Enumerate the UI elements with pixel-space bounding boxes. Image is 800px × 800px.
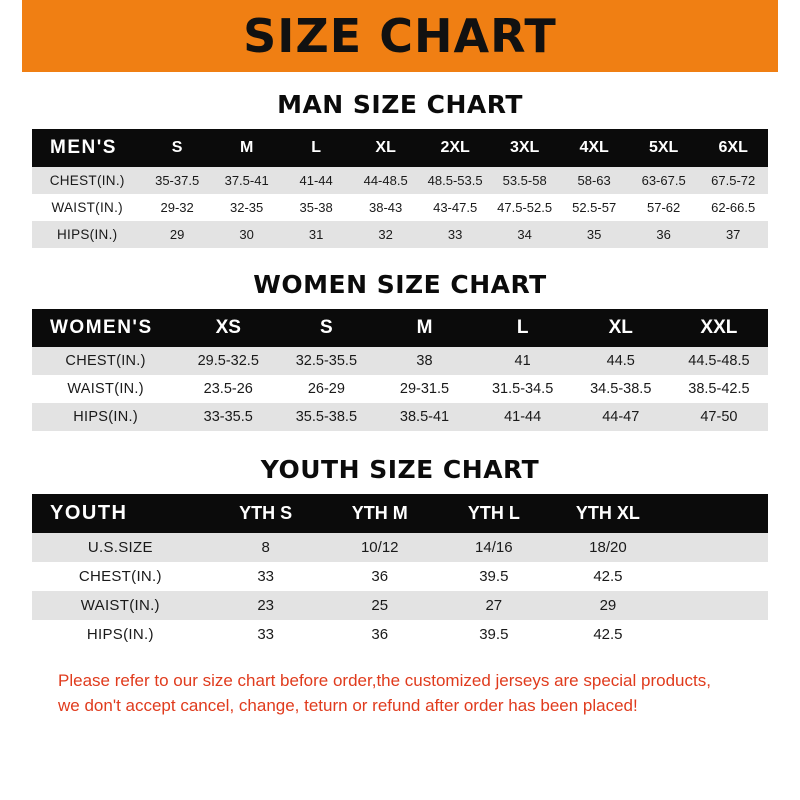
header-band bbox=[0, 0, 800, 72]
youth-header-blank bbox=[665, 494, 768, 533]
youth-chest-s: 33 bbox=[257, 568, 274, 585]
table-row bbox=[32, 221, 768, 248]
man-waist-s: 29-32 bbox=[160, 200, 194, 215]
women-hips-xs: 33-35.5 bbox=[203, 409, 253, 425]
table-row bbox=[32, 403, 768, 431]
youth-header-m: YTH M bbox=[351, 503, 408, 523]
man-chest-6xl: 67.5-72 bbox=[711, 173, 756, 188]
header-left-spacer bbox=[0, 0, 22, 72]
man-hips-3xl: 34 bbox=[517, 227, 532, 242]
table-row bbox=[32, 620, 768, 649]
man-header-3xl: 3XL bbox=[509, 139, 540, 156]
women-section-title: WOMEN SIZE CHART bbox=[253, 270, 547, 299]
man-waist-3xl: 47.5-52.5 bbox=[497, 200, 553, 215]
youth-ussize-s: 8 bbox=[261, 539, 270, 556]
man-row-label-hips: HIPS(IN.) bbox=[56, 227, 118, 242]
youth-waist-xl: 29 bbox=[599, 597, 617, 614]
man-hips-m: 30 bbox=[239, 227, 254, 242]
youth-hips-m: 36 bbox=[371, 626, 389, 643]
man-header-5xl: 5XL bbox=[648, 139, 679, 156]
women-hips-xxl: 47-50 bbox=[700, 409, 738, 425]
man-hips-s: 29 bbox=[169, 227, 185, 242]
women-header-l: L bbox=[516, 317, 529, 338]
man-hips-4xl: 35 bbox=[586, 227, 602, 242]
notice-line-1: Please refer to our size chart before order,the customized jerseys are special products, bbox=[58, 671, 711, 690]
man-waist-6xl: 62-66.5 bbox=[711, 200, 756, 215]
man-chest-5xl: 63-67.5 bbox=[641, 173, 686, 188]
youth-waist-s: 23 bbox=[257, 597, 274, 614]
man-chest-s: 35-37.5 bbox=[155, 173, 200, 188]
youth-header-s: YTH S bbox=[239, 503, 293, 523]
women-hips-s: 35.5-38.5 bbox=[295, 409, 358, 425]
youth-chest-m: 36 bbox=[371, 568, 389, 585]
man-chest-4xl: 58-63 bbox=[577, 173, 611, 188]
man-header-6xl: 6XL bbox=[718, 139, 748, 156]
man-waist-4xl: 52.5-57 bbox=[572, 200, 617, 215]
women-table-header bbox=[32, 309, 768, 347]
women-header-xl: XL bbox=[608, 317, 633, 338]
youth-table-body bbox=[32, 533, 768, 649]
women-header-xs: XS bbox=[215, 317, 241, 338]
man-header-s: S bbox=[171, 139, 183, 156]
header-right-spacer bbox=[778, 0, 800, 72]
youth-chest-blank bbox=[665, 562, 768, 591]
women-chest-xs: 29.5-32.5 bbox=[197, 353, 259, 369]
table-header-row bbox=[32, 309, 768, 347]
man-waist-2xl: 43-47.5 bbox=[433, 200, 478, 215]
order-notice bbox=[32, 669, 768, 718]
youth-ussize-blank bbox=[665, 533, 768, 562]
youth-hips-blank bbox=[665, 620, 768, 649]
man-chest-xl: 44-48.5 bbox=[363, 173, 408, 188]
women-chest-l: 41 bbox=[514, 353, 531, 369]
man-header-4xl: 4XL bbox=[579, 139, 609, 156]
man-table-body bbox=[32, 167, 768, 248]
women-row-label-chest: CHEST(IN.) bbox=[65, 353, 146, 369]
youth-waist-l: 27 bbox=[485, 597, 503, 614]
women-waist-m: 29-31.5 bbox=[399, 381, 450, 397]
women-waist-xs: 23.5-26 bbox=[203, 381, 253, 397]
table-header-row bbox=[32, 494, 768, 533]
notice-line-2: we don't accept cancel, change, teturn or refund after order has been placed! bbox=[58, 695, 638, 715]
youth-row-label-hips: HIPS(IN.) bbox=[86, 626, 154, 643]
youth-waist-m: 25 bbox=[371, 597, 389, 614]
table-row bbox=[32, 375, 768, 403]
man-header-2xl: 2XL bbox=[440, 139, 470, 156]
youth-header-xl: YTH XL bbox=[575, 503, 640, 523]
youth-chest-l: 39.5 bbox=[479, 568, 509, 585]
man-waist-l: 35-38 bbox=[299, 200, 333, 215]
table-header-row bbox=[32, 129, 768, 167]
youth-row-label-chest: CHEST(IN.) bbox=[78, 568, 162, 585]
youth-row-label-waist: WAIST(IN.) bbox=[80, 597, 160, 614]
youth-size-table bbox=[32, 494, 768, 649]
youth-ussize-l: 14/16 bbox=[475, 539, 513, 556]
women-header-xxl: XXL bbox=[700, 317, 738, 338]
table-row bbox=[32, 167, 768, 194]
man-chest-2xl: 48.5-53.5 bbox=[427, 173, 483, 188]
women-header-s: S bbox=[320, 317, 333, 338]
youth-ussize-xl: 18/20 bbox=[589, 539, 627, 556]
women-row-label-hips: HIPS(IN.) bbox=[73, 409, 138, 425]
youth-header-l: YTH L bbox=[467, 503, 520, 523]
youth-ussize-m: 10/12 bbox=[360, 539, 399, 556]
man-header-label: MEN'S bbox=[50, 137, 117, 158]
youth-section-title: YOUTH SIZE CHART bbox=[260, 455, 540, 484]
man-header-l: L bbox=[311, 139, 322, 156]
table-row bbox=[32, 562, 768, 591]
man-chest-m: 37.5-41 bbox=[224, 173, 269, 188]
man-waist-5xl: 57-62 bbox=[647, 200, 681, 215]
women-waist-l: 31.5-34.5 bbox=[491, 381, 554, 397]
man-hips-2xl: 33 bbox=[447, 227, 463, 242]
man-hips-xl: 32 bbox=[378, 227, 393, 242]
man-waist-xl: 38-43 bbox=[369, 200, 403, 215]
youth-hips-s: 33 bbox=[257, 626, 274, 643]
women-chest-s: 32.5-35.5 bbox=[295, 353, 358, 369]
content-area bbox=[0, 90, 800, 718]
women-waist-s: 26-29 bbox=[307, 381, 345, 397]
man-header-m: M bbox=[239, 139, 254, 156]
women-row-label-waist: WAIST(IN.) bbox=[67, 381, 144, 397]
man-row-label-chest: CHEST(IN.) bbox=[49, 173, 125, 188]
women-header-label: WOMEN'S bbox=[50, 317, 153, 338]
youth-waist-blank bbox=[665, 591, 768, 620]
women-chest-xxl: 44.5-48.5 bbox=[688, 353, 750, 369]
women-waist-xl: 34.5-38.5 bbox=[590, 381, 652, 397]
youth-hips-l: 39.5 bbox=[479, 626, 509, 643]
women-waist-xxl: 38.5-42.5 bbox=[688, 381, 750, 397]
man-hips-l: 31 bbox=[308, 227, 324, 242]
women-hips-l: 41-44 bbox=[504, 409, 542, 425]
man-hips-5xl: 36 bbox=[656, 227, 671, 242]
women-table-body bbox=[32, 347, 768, 431]
women-header-m: M bbox=[416, 317, 433, 338]
table-row bbox=[32, 533, 768, 562]
man-row-label-waist: WAIST(IN.) bbox=[51, 200, 123, 215]
page-title: SIZE CHART bbox=[243, 9, 557, 63]
man-size-table bbox=[32, 129, 768, 248]
man-chest-3xl: 53.5-58 bbox=[502, 173, 547, 188]
women-chest-m: 38 bbox=[416, 353, 433, 369]
man-chest-l: 41-44 bbox=[299, 173, 333, 188]
youth-header-label: YOUTH bbox=[50, 502, 128, 524]
man-header-xl: XL bbox=[375, 139, 396, 156]
youth-row-label-ussize: U.S.SIZE bbox=[87, 539, 153, 556]
man-waist-m: 32-35 bbox=[230, 200, 264, 215]
women-size-table bbox=[32, 309, 768, 431]
table-row bbox=[32, 194, 768, 221]
youth-table-header bbox=[32, 494, 768, 533]
table-row bbox=[32, 347, 768, 375]
man-section-title: MAN SIZE CHART bbox=[277, 90, 523, 119]
women-hips-m: 38.5-41 bbox=[399, 409, 450, 425]
youth-hips-xl: 42.5 bbox=[593, 626, 623, 643]
table-row bbox=[32, 591, 768, 620]
women-hips-xl: 44-47 bbox=[602, 409, 640, 425]
man-hips-6xl: 37 bbox=[725, 227, 741, 242]
man-table-header bbox=[32, 129, 768, 167]
women-chest-xl: 44.5 bbox=[606, 353, 635, 369]
youth-chest-xl: 42.5 bbox=[593, 568, 623, 585]
